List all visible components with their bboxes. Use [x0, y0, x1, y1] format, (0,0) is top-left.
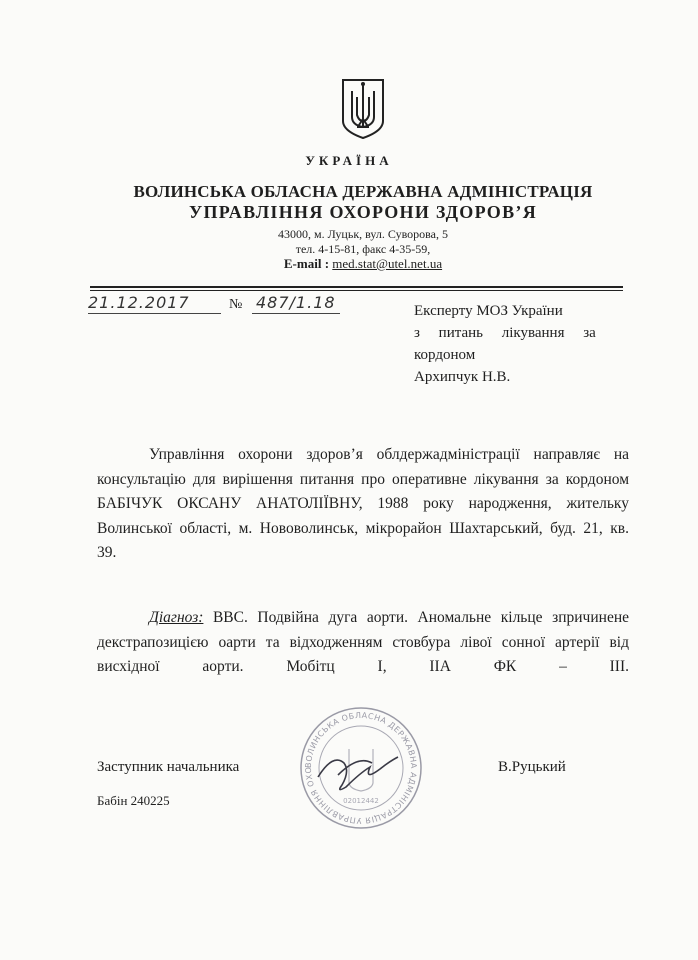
official-stamp [298, 705, 424, 831]
signer-name: В.Руцький [498, 759, 566, 775]
diagnosis-paragraph [97, 606, 629, 680]
stamp-text: ВОЛИНСЬКА ОБЛАСНА ДЕРЖАВНА АДМІНІСТРАЦІЯ УПРАВЛІННЯ ОХО [303, 710, 419, 826]
org-email-line [0, 256, 698, 272]
recipient-line: Архипчук Н.В. [414, 369, 511, 385]
executor-line: Бабін 240225 [97, 793, 170, 808]
recipient-line: з питань лікування за [414, 325, 596, 341]
date-underline [88, 313, 221, 314]
body-paragraph [97, 443, 629, 566]
body-line: Волинської області, м. Нововолинськ, мікрорайон Шахтарський, буд. 21, кв. [97, 519, 629, 537]
recipient-line: Експерту МОЗ України [414, 303, 563, 319]
email-label: E-mail : [283, 256, 330, 271]
body-line: 39. [97, 544, 117, 561]
stamp-code: 02012442 [343, 797, 379, 805]
recipient-block [414, 300, 628, 388]
org-name-line2: УПРАВЛІННЯ ОХОРОНИ ЗДОРОВ’Я [189, 202, 537, 222]
header-divider-thin [90, 290, 623, 291]
org-phones: тел. 4-15-81, факс 4-35-59, [295, 242, 431, 256]
diagnosis-text: ВВС. Подвійна дуга аорти. Аномальне кільце зпричинене [203, 609, 629, 626]
signer-position: Заступник начальника [97, 759, 240, 775]
body-line [97, 606, 629, 631]
number-sign: № [229, 297, 243, 312]
body-line: декстрапозицією оарти та відходженням стовбура лівої сонної артерії від [97, 633, 629, 651]
recipient-line: кордоном [414, 347, 476, 363]
registration-date: 21.12.2017 [88, 293, 190, 312]
diagnosis-label: Діагноз: [149, 609, 204, 626]
body-line: висхідної аорти. Мобітц І, ІІА ФК – ІІІ. [97, 658, 629, 675]
email-address: med.stat@utel.net.ua [332, 256, 443, 271]
number-underline [252, 313, 340, 314]
org-name-line1: ВОЛИНСЬКА ОБЛАСНА ДЕРЖАВНА АДМІНІСТРАЦІЯ [133, 182, 593, 201]
header-divider [90, 286, 623, 288]
body-line: Управління охорони здоров’я облдержадміністрації направляє на [149, 446, 629, 463]
country-title: УКРАЇНА [305, 153, 393, 168]
org-address: 43000, м. Луцьк, вул. Суворова, 5 [278, 227, 448, 241]
body-line: консультацію для вирішення питання про оперативне лікування за кордоном [97, 470, 629, 488]
tryzub-icon [340, 77, 386, 141]
body-line: БАБІЧУК ОКСАНУ АНАТОЛІЇВНУ, 1988 року народження, жительку [97, 495, 629, 512]
registration-number: 487/1.18 [256, 293, 336, 312]
